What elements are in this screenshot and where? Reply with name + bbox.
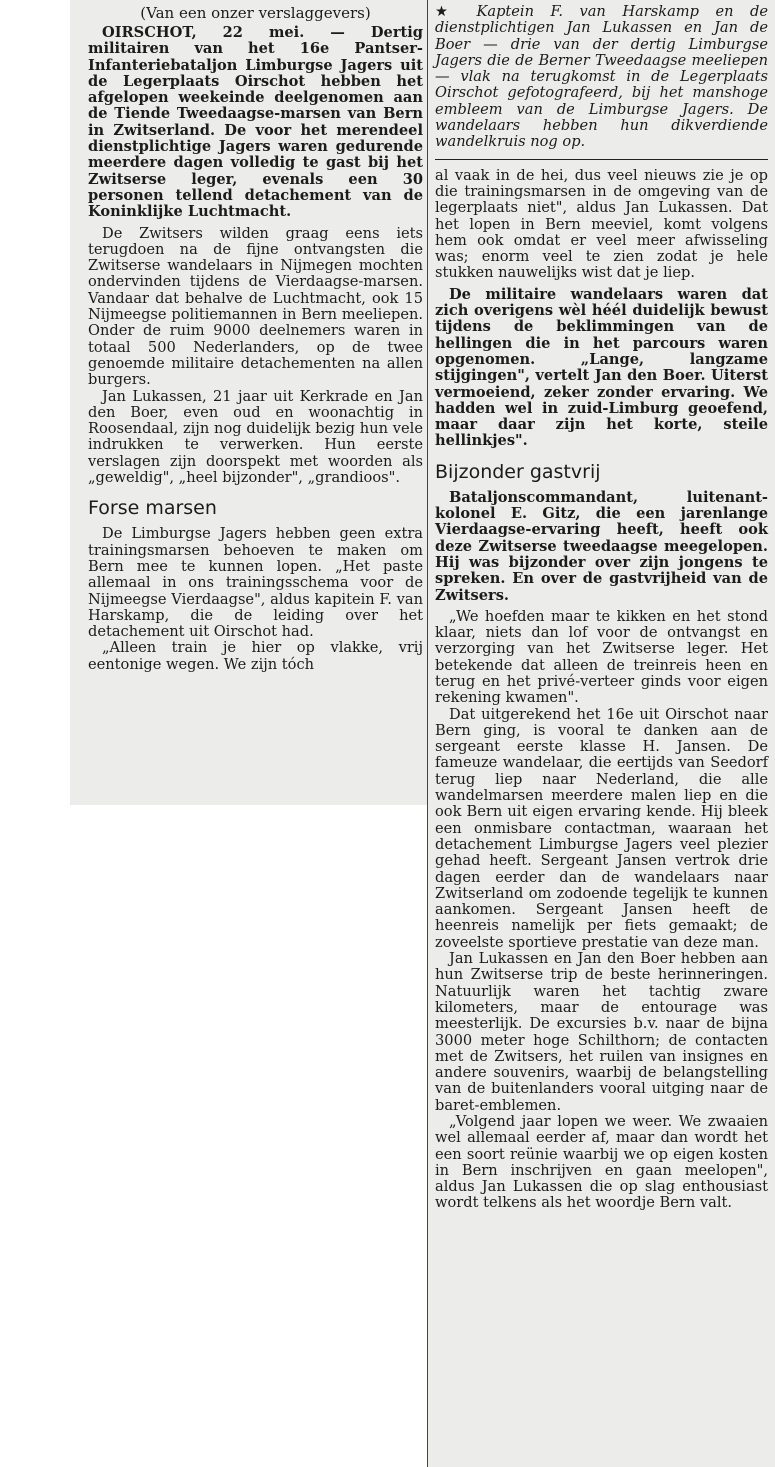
- article-paragraph: Jan Lukassen en Jan den Boer hebben aan hun Zwitserse trip de beste herinneringen. Natuurlijk waren het tachtig zware kilometers, maar de entourage was meesterlijk. De excursies b.v. naar de bijna 3000 meter hoge Schilthorn; de contacten met de Zwitsers, het ruilen van insignes en andere souvenirs, waarbij de belangstelling van de buitenlanders vooral uitging naar de baret-emblemen.: [435, 950, 768, 1114]
- article-paragraph: „We hoefden maar te kikken en het stond klaar, niets dan lof voor de ontvangst en verzorging van het Zwitserse leger. Het betekende dat alleen de treinreis heen en terug en het privé-verteer ginds voor eigen rekening kwamen".: [435, 607, 768, 707]
- section-heading: Bijzonder gastvrij: [435, 460, 601, 483]
- section-heading: Forse marsen: [88, 497, 217, 520]
- photo-caption: [435, 4, 768, 151]
- article-paragraph: De militaire wandelaars waren dat zich overigens wèl héél duidelijk bewust tijdens de beklimmingen van de hellingen die in het parcours waren opgenomen. „Lange, langzame stijgingen", vertelt Jan den Boer. Uiterst vermoeiend, zeker zonder ervaring. We hadden wel in zuid-Limburg geoefend, maar daar zijn het korte, steile hellinkjes".: [435, 285, 768, 450]
- article-paragraph: al vaak in de hei, dus veel nieuws zie je op die trainingsmarsen in de omgeving van de legerplaats niet", aldus Jan Lukassen. Dat het lopen in Bern meeviel, komt volgens hem ook omdat er veel meer afwisseling was; enorm veel te zien zodat je hele stukken nauwelijks wist dat je liep.: [435, 166, 768, 282]
- article-left-column: [88, 4, 423, 673]
- article-paragraph: „Alleen train je hier op vlakke, vrij eentonige wegen. We zijn tóch: [88, 639, 423, 673]
- article-paragraph: Dat uitgerekend het 16e uit Oirschot naar Bern ging, is vooral te danken aan de sergeant eerste klasse H. Jansen. De fameuze wandelaar, die eertijds van Seedorf terug liep naar Nederland, die alle wandelmarsen meerdere malen liep en die ook Bern uit eigen ervaring kende. Hij bleek een onmisbare contactman, waaraan het detachement Limburgse Jagers veel plezier gehad heeft. Sergeant Jansen vertrok drie dagen eerder dan de wandelaars naar Zwitserland om zodoende tegelijk te kunnen aankomen. Sergeant Jansen heeft de heenreis namelijk per fiets gemaakt; de zoveelste sportieve prestatie van deze man.: [435, 705, 768, 951]
- article-paragraph: De Limburgse Jagers hebben geen extra trainingsmarsen behoeven te maken om Bern mee te kunnen lopen. „Het paste allemaal in ons trainingsschema voor de Nijmeegse Vierdaagse", aldus kapitein F. van Harskamp, die de leiding over het detachement uit Oirschot had.: [88, 525, 423, 641]
- article-paragraph: Bataljonscommandant, luitenant-kolonel E. Gitz, die een jarenlange Vierdaagse-ervaring heeft, heeft ook deze Zwitserse tweedaagse meegelopen. Hij was bijzonder over zijn jongens te spreken. En over de gastvrijheid van de Zwitsers.: [435, 488, 768, 604]
- photo-caption-text: Kaptein F. van Harskamp en de dienstplichtigen Jan Lukassen en Jan de Boer — drie van der dertig Limburgse Jagers die de Berner Tweedaagse meeliepen — vlak na terugkomst in de Legerplaats Oirschot gefotografeerd, bij het manshoge embleem van de Limburgse Jagers. De wandelaars hebben hun dikverdiende wandelkruis nog op.: [435, 3, 768, 151]
- byline: (Van een onzer verslaggevers): [140, 4, 371, 22]
- article-paragraph: De Zwitsers wilden graag eens iets terugdoen na de fijne ontvangsten die Zwitserse wandelaars in Nijmegen mochten ondervinden tijdens de Vierdaagse-marsen. Vandaar dat behalve de Luchtmacht, ook 15 Nijmeegse politiemannen in Bern meeliepen. Onder de ruim 9000 deelnemers waren in totaal 500 Nederlanders, op de twee genoemde militaire detachementen na allen burgers.: [88, 224, 423, 389]
- star-icon: ★: [435, 3, 460, 20]
- article-right-column: [435, 4, 768, 1212]
- article-paragraph: Jan Lukassen, 21 jaar uit Kerkrade en Jan den Boer, even oud en woonachtig in Roosendaal, zijn nog duidelijk bezig hun vele indrukken te verwerken. Hun eerste verslagen zijn doorspekt met woorden als „geweldig", „heel bijzonder", „grandioos".: [88, 387, 423, 487]
- caption-divider: [435, 159, 768, 160]
- article-paragraph: „Volgend jaar lopen we weer. We zwaaien wel allemaal eerder af, maar dan wordt het een soort reünie waarbij we op eigen kosten in Bern inschrijven en gaan meelopen", aldus Jan Lukassen die op slag enthousiast wordt telkens als het woordje Bern valt.: [435, 1113, 768, 1212]
- lead-paragraph: OIRSCHOT, 22 mei. — Dertig militairen van het 16e Pantser-Infanteriebataljon Limburgse Jagers uit de Legerplaats Oirschot hebben het afgelopen weekeinde deelgenomen aan de Tiende Tweedaagse-marsen van Bern in Zwitserland. De voor het merendeel dienstplichtige Jagers waren gedurende meerdere dagen volledig te gast bij het Zwitserse leger, evenals een 30 personen tellend detachement van de Koninklijke Luchtmacht.: [88, 24, 423, 221]
